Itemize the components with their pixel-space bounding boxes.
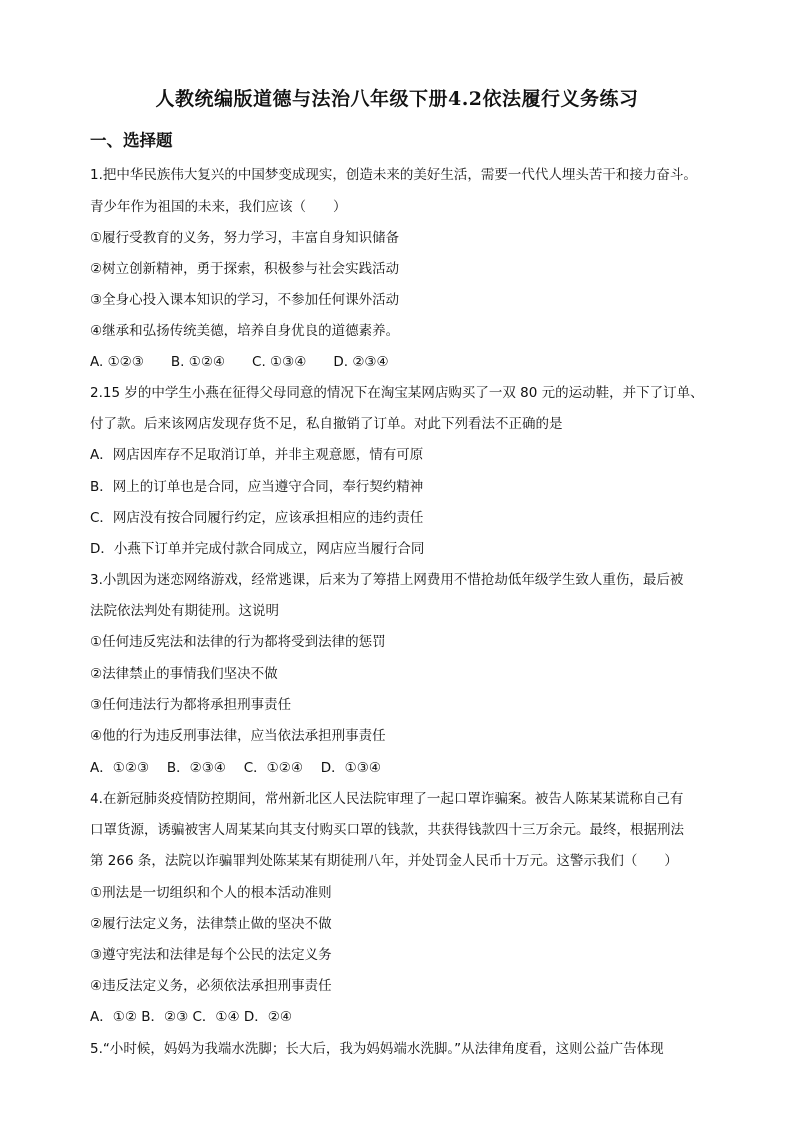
q4-statement-3: ③遵守宪法和法律是每个公民的法定义务 [90, 947, 332, 963]
q2-option-d: D．小燕下订单并完成付款合同成立，网店应当履行合同 [90, 541, 425, 557]
q2-option-c: C．网店没有按合同履行约定，应该承担相应的违约责任 [90, 510, 424, 526]
q4-statement-1: ①刑法是一切组织和个人的根本活动准则 [90, 885, 332, 901]
q1-options: A. ①②③ B. ①②④ C. ①③④ D. ②③④ [90, 354, 389, 370]
page-title: 人教统编版道德与法治八年级下册4.2依法履行义务练习 [155, 88, 639, 110]
q3-options: A．①②③ B．②③④ C．①②④ D．①③④ [90, 760, 381, 776]
q2-stem-line-1: 2.15 岁的中学生小燕在征得父母同意的情况下在淘宝某网店购买了一双 80 元的运动鞋，并下了订单、 [90, 385, 704, 401]
q3-stem-line-2: 法院依法判处有期徒刑。这说明 [90, 603, 279, 619]
q1-statement-1: ①履行受教育的义务，努力学习，丰富自身知识储备 [90, 230, 400, 246]
q2-option-a: A．网店因库存不足取消订单，并非主观意愿，情有可原 [90, 447, 424, 463]
q5-stem-line-1: 5.“小时候，妈妈为我端水洗脚；长大后，我为妈妈端水洗脚。”从法律角度看，这则公益广告体现 [90, 1041, 664, 1057]
q4-options: A．①② B．②③ C．①④ D．②④ [90, 1009, 293, 1025]
q2-option-b: B．网上的订单也是合同，应当遵守合同，奉行契约精神 [90, 479, 424, 495]
q1-stem-line-2: 青少年作为祖国的未来，我们应该（ ） [90, 199, 347, 215]
section-heading: 一、选择题 [90, 131, 173, 150]
q1-stem-line-1: 1.把中华民族伟大复兴的中国梦变成现实，创造未来的美好生活，需要一代代人埋头苦干和接力奋斗。 [90, 167, 697, 183]
q3-stem-line-1: 3.小凯因为迷恋网络游戏，经常逃课，后来为了筹措上网费用不惜抢劫低年级学生致人重伤，最后被 [90, 572, 684, 588]
q4-stem-line-2: 口罩货源，诱骗被害人周某某向其支付购买口罩的钱款，共获得钱款四十三万余元。最终，根据刑法 [90, 822, 684, 838]
q1-statement-3: ③全身心投入课本知识的学习，不参加任何课外活动 [90, 292, 400, 308]
q3-statement-3: ③任何违法行为都将承担刑事责任 [90, 697, 292, 713]
q2-stem-line-2: 付了款。后来该网店发现存货不足，私自撤销了订单。对此下列看法不正确的是 [90, 416, 563, 432]
q1-statement-2: ②树立创新精神，勇于探索，积极参与社会实践活动 [90, 261, 400, 277]
q3-statement-1: ①任何违反宪法和法律的行为都将受到法律的惩罚 [90, 634, 386, 650]
q3-statement-4: ④他的行为违反刑事法律，应当依法承担刑事责任 [90, 728, 386, 744]
q4-statement-2: ②履行法定义务，法律禁止做的坚决不做 [90, 916, 332, 932]
q3-statement-2: ②法律禁止的事情我们坚决不做 [90, 666, 278, 682]
q1-statement-4: ④继承和弘扬传统美德，培养自身优良的道德素养。 [90, 323, 400, 339]
q4-stem-line-3: 第 266 条，法院以诈骗罪判处陈某某有期徒刑八年，并处罚金人民币十万元。这警示我们（ ） [90, 853, 678, 869]
q4-statement-4: ④违反法定义务，必须依法承担刑事责任 [90, 978, 332, 994]
q4-stem-line-1: 4.在新冠肺炎疫情防控期间，常州新北区人民法院审理了一起口罩诈骗案。被告人陈某某谎称自己有 [90, 791, 684, 807]
